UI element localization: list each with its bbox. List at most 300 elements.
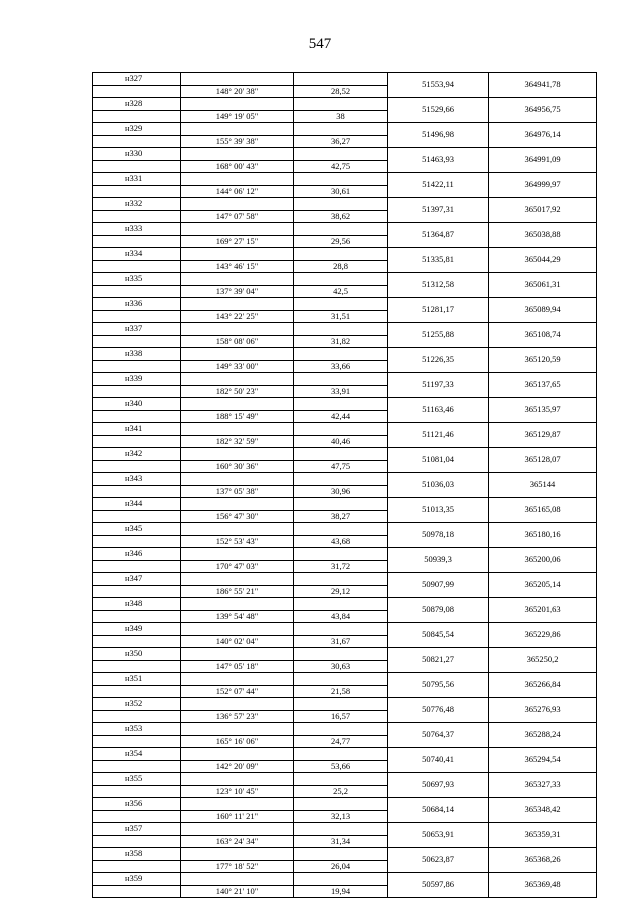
empty-cell <box>181 698 294 711</box>
segment-length: 28,8 <box>294 260 388 273</box>
empty-cell <box>181 823 294 836</box>
empty-cell <box>181 498 294 511</box>
empty-cell <box>294 423 388 436</box>
empty-cell <box>294 598 388 611</box>
point-id: н329 <box>93 123 181 136</box>
empty-cell <box>294 823 388 836</box>
coord-y: 365137,65 <box>489 373 597 398</box>
segment-length: 30,96 <box>294 485 388 498</box>
direction-angle: 149° 33' 00" <box>181 360 294 373</box>
empty-cell <box>181 523 294 536</box>
empty-cell <box>294 173 388 186</box>
segment-length: 30,61 <box>294 185 388 198</box>
point-row <box>93 148 597 161</box>
coord-x: 51397,31 <box>388 198 489 223</box>
empty-cell <box>93 310 181 323</box>
point-row <box>93 423 597 436</box>
point-id: н347 <box>93 573 181 586</box>
empty-cell <box>93 460 181 473</box>
empty-cell <box>181 223 294 236</box>
empty-cell <box>93 185 181 198</box>
segment-length: 30,63 <box>294 660 388 673</box>
empty-cell <box>294 573 388 586</box>
coord-y: 365128,07 <box>489 448 597 473</box>
empty-cell <box>93 285 181 298</box>
coord-x: 50764,37 <box>388 723 489 748</box>
empty-cell <box>181 748 294 761</box>
segment-length: 28,52 <box>294 85 388 98</box>
empty-cell <box>181 148 294 161</box>
coord-x: 51496,98 <box>388 123 489 148</box>
empty-cell <box>294 73 388 86</box>
direction-angle: 182° 50' 23" <box>181 385 294 398</box>
empty-cell <box>294 298 388 311</box>
segment-length: 38,27 <box>294 510 388 523</box>
empty-cell <box>181 648 294 661</box>
segment-length: 29,12 <box>294 585 388 598</box>
coord-x: 51013,35 <box>388 498 489 523</box>
point-id: н359 <box>93 873 181 886</box>
coord-x: 50740,41 <box>388 748 489 773</box>
empty-cell <box>294 148 388 161</box>
segment-length: 26,04 <box>294 860 388 873</box>
segment-length: 42,44 <box>294 410 388 423</box>
segment-length: 29,56 <box>294 235 388 248</box>
empty-cell <box>93 410 181 423</box>
empty-cell <box>93 135 181 148</box>
empty-cell <box>181 348 294 361</box>
empty-cell <box>294 98 388 111</box>
point-row <box>93 323 597 336</box>
point-row <box>93 673 597 686</box>
coord-x: 51553,94 <box>388 73 489 98</box>
coord-y: 365229,86 <box>489 623 597 648</box>
point-row <box>93 623 597 636</box>
coord-y: 365294,54 <box>489 748 597 773</box>
point-id: н357 <box>93 823 181 836</box>
direction-angle: 160° 30' 36" <box>181 460 294 473</box>
empty-cell <box>93 685 181 698</box>
direction-angle: 160° 11' 21" <box>181 810 294 823</box>
point-row <box>93 398 597 411</box>
empty-cell <box>294 773 388 786</box>
empty-cell <box>93 835 181 848</box>
direction-angle: 156° 47' 30" <box>181 510 294 523</box>
point-row <box>93 348 597 361</box>
direction-angle: 163° 24' 34" <box>181 835 294 848</box>
point-row <box>93 248 597 261</box>
empty-cell <box>93 585 181 598</box>
segment-length: 32,13 <box>294 810 388 823</box>
point-id: н338 <box>93 348 181 361</box>
coord-y: 365288,24 <box>489 723 597 748</box>
direction-angle: 143° 22' 25" <box>181 310 294 323</box>
empty-cell <box>181 473 294 486</box>
empty-cell <box>181 448 294 461</box>
empty-cell <box>181 598 294 611</box>
coord-x: 50879,08 <box>388 598 489 623</box>
empty-cell <box>93 335 181 348</box>
empty-cell <box>181 398 294 411</box>
empty-cell <box>93 660 181 673</box>
empty-cell <box>294 798 388 811</box>
point-row <box>93 873 597 886</box>
direction-angle: 186° 55' 21" <box>181 585 294 598</box>
empty-cell <box>181 273 294 286</box>
point-id: н354 <box>93 748 181 761</box>
point-id: н339 <box>93 373 181 386</box>
coord-y: 365348,42 <box>489 798 597 823</box>
point-row <box>93 473 597 486</box>
coord-x: 50684,14 <box>388 798 489 823</box>
direction-angle: 177° 18' 52" <box>181 860 294 873</box>
segment-length: 43,68 <box>294 535 388 548</box>
point-row <box>93 523 597 536</box>
segment-length: 24,77 <box>294 735 388 748</box>
segment-length: 31,34 <box>294 835 388 848</box>
segment-length: 42,75 <box>294 160 388 173</box>
coord-y: 364956,75 <box>489 98 597 123</box>
direction-angle: 168° 00' 43" <box>181 160 294 173</box>
empty-cell <box>294 848 388 861</box>
segment-length: 21,58 <box>294 685 388 698</box>
coord-y: 365017,92 <box>489 198 597 223</box>
point-id: н327 <box>93 73 181 86</box>
empty-cell <box>294 698 388 711</box>
coord-y: 365359,31 <box>489 823 597 848</box>
direction-angle: 140° 02' 04" <box>181 635 294 648</box>
point-id: н356 <box>93 798 181 811</box>
direction-angle: 158° 08' 06" <box>181 335 294 348</box>
point-row <box>93 498 597 511</box>
segment-length: 16,57 <box>294 710 388 723</box>
coord-y: 364976,14 <box>489 123 597 148</box>
segment-length: 42,5 <box>294 285 388 298</box>
coord-x: 51281,17 <box>388 298 489 323</box>
coord-x: 50653,91 <box>388 823 489 848</box>
coord-y: 365180,16 <box>489 523 597 548</box>
empty-cell <box>93 535 181 548</box>
empty-cell <box>294 348 388 361</box>
empty-cell <box>294 323 388 336</box>
point-id: н330 <box>93 148 181 161</box>
point-row <box>93 198 597 211</box>
empty-cell <box>294 373 388 386</box>
empty-cell <box>93 810 181 823</box>
point-id: н341 <box>93 423 181 436</box>
direction-angle: 152° 53' 43" <box>181 535 294 548</box>
empty-cell <box>294 448 388 461</box>
empty-cell <box>294 548 388 561</box>
empty-cell <box>93 710 181 723</box>
segment-length: 31,67 <box>294 635 388 648</box>
empty-cell <box>93 210 181 223</box>
direction-angle: 147° 05' 18" <box>181 660 294 673</box>
direction-angle: 149° 19' 05" <box>181 110 294 123</box>
point-row <box>93 573 597 586</box>
coord-x: 51463,93 <box>388 148 489 173</box>
point-row <box>93 723 597 736</box>
point-id: н343 <box>93 473 181 486</box>
empty-cell <box>181 798 294 811</box>
point-row <box>93 73 597 86</box>
coord-y: 365200,06 <box>489 548 597 573</box>
direction-angle: 148° 20' 38" <box>181 85 294 98</box>
point-id: н336 <box>93 298 181 311</box>
direction-angle: 147° 07' 58" <box>181 210 294 223</box>
point-id: н344 <box>93 498 181 511</box>
point-id: н333 <box>93 223 181 236</box>
empty-cell <box>294 648 388 661</box>
point-id: н355 <box>93 773 181 786</box>
segment-length: 38 <box>294 110 388 123</box>
direction-angle: 143° 46' 15" <box>181 260 294 273</box>
segment-length: 31,51 <box>294 310 388 323</box>
empty-cell <box>93 635 181 648</box>
direction-angle: 165° 16' 06" <box>181 735 294 748</box>
empty-cell <box>294 673 388 686</box>
direction-angle: 182° 32' 59" <box>181 435 294 448</box>
empty-cell <box>181 623 294 636</box>
segment-length: 53,66 <box>294 760 388 773</box>
empty-cell <box>181 173 294 186</box>
point-id: н345 <box>93 523 181 536</box>
empty-cell <box>294 498 388 511</box>
coord-x: 50845,54 <box>388 623 489 648</box>
coordinates-table-body <box>93 73 597 898</box>
point-row <box>93 298 597 311</box>
coord-x: 50939,3 <box>388 548 489 573</box>
point-row <box>93 698 597 711</box>
direction-angle: 139° 54' 48" <box>181 610 294 623</box>
empty-cell <box>181 323 294 336</box>
point-row <box>93 748 597 761</box>
point-row <box>93 798 597 811</box>
empty-cell <box>93 610 181 623</box>
coord-x: 50776,48 <box>388 698 489 723</box>
page-number: 547 <box>308 36 332 52</box>
empty-cell <box>93 385 181 398</box>
segment-length: 40,46 <box>294 435 388 448</box>
point-id: н349 <box>93 623 181 636</box>
empty-cell <box>93 235 181 248</box>
empty-cell <box>294 523 388 536</box>
segment-length: 43,84 <box>294 610 388 623</box>
empty-cell <box>93 760 181 773</box>
point-row <box>93 448 597 461</box>
point-id: н358 <box>93 848 181 861</box>
coord-x: 51163,46 <box>388 398 489 423</box>
empty-cell <box>294 123 388 136</box>
segment-length: 31,72 <box>294 560 388 573</box>
point-row <box>93 373 597 386</box>
point-id: н348 <box>93 598 181 611</box>
coord-x: 51226,35 <box>388 348 489 373</box>
coord-y: 365250,2 <box>489 648 597 673</box>
direction-angle: 137° 39' 04" <box>181 285 294 298</box>
point-id: н353 <box>93 723 181 736</box>
coordinates-table <box>92 72 597 898</box>
empty-cell <box>294 723 388 736</box>
segment-length: 25,2 <box>294 785 388 798</box>
coord-x: 51422,11 <box>388 173 489 198</box>
empty-cell <box>294 198 388 211</box>
empty-cell <box>181 848 294 861</box>
coord-y: 365044,29 <box>489 248 597 273</box>
coord-y: 364999,97 <box>489 173 597 198</box>
empty-cell <box>93 360 181 373</box>
point-row <box>93 123 597 136</box>
empty-cell <box>181 723 294 736</box>
direction-angle: 155° 39' 38" <box>181 135 294 148</box>
empty-cell <box>181 373 294 386</box>
point-id: н331 <box>93 173 181 186</box>
direction-angle: 152° 07' 44" <box>181 685 294 698</box>
coord-x: 50978,18 <box>388 523 489 548</box>
point-id: н350 <box>93 648 181 661</box>
coord-x: 51529,66 <box>388 98 489 123</box>
coord-y: 365129,87 <box>489 423 597 448</box>
coord-y: 365165,08 <box>489 498 597 523</box>
point-id: н351 <box>93 673 181 686</box>
empty-cell <box>181 873 294 886</box>
point-row <box>93 548 597 561</box>
empty-cell <box>93 435 181 448</box>
coord-y: 365108,74 <box>489 323 597 348</box>
direction-angle: 142° 20' 09" <box>181 760 294 773</box>
coord-x: 51312,58 <box>388 273 489 298</box>
point-id: н352 <box>93 698 181 711</box>
empty-cell <box>93 160 181 173</box>
segment-length: 19,94 <box>294 885 388 898</box>
empty-cell <box>181 73 294 86</box>
direction-angle: 188° 15' 49" <box>181 410 294 423</box>
empty-cell <box>93 510 181 523</box>
segment-length: 33,91 <box>294 385 388 398</box>
empty-cell <box>294 273 388 286</box>
coord-y: 365135,97 <box>489 398 597 423</box>
coord-x: 50795,56 <box>388 673 489 698</box>
point-row <box>93 648 597 661</box>
point-id: н332 <box>93 198 181 211</box>
direction-angle: 144° 06' 12" <box>181 185 294 198</box>
empty-cell <box>93 485 181 498</box>
segment-length: 38,62 <box>294 210 388 223</box>
coord-y: 365061,31 <box>489 273 597 298</box>
coord-y: 365327,33 <box>489 773 597 798</box>
coord-x: 50623,87 <box>388 848 489 873</box>
empty-cell <box>93 110 181 123</box>
coord-y: 365120,59 <box>489 348 597 373</box>
empty-cell <box>181 298 294 311</box>
coord-x: 51197,33 <box>388 373 489 398</box>
coord-y: 365038,88 <box>489 223 597 248</box>
empty-cell <box>294 248 388 261</box>
point-id: н337 <box>93 323 181 336</box>
point-row <box>93 848 597 861</box>
coord-x: 50821,27 <box>388 648 489 673</box>
empty-cell <box>93 260 181 273</box>
empty-cell <box>181 548 294 561</box>
empty-cell <box>93 85 181 98</box>
point-row <box>93 773 597 786</box>
empty-cell <box>181 248 294 261</box>
empty-cell <box>181 423 294 436</box>
empty-cell <box>93 885 181 898</box>
segment-length: 36,27 <box>294 135 388 148</box>
direction-angle: 136° 57' 23" <box>181 710 294 723</box>
point-id: н346 <box>93 548 181 561</box>
coord-x: 51255,88 <box>388 323 489 348</box>
empty-cell <box>294 623 388 636</box>
coord-x: 50597,86 <box>388 873 489 898</box>
empty-cell <box>93 560 181 573</box>
empty-cell <box>181 123 294 136</box>
coord-y: 364941,78 <box>489 73 597 98</box>
direction-angle: 140° 21' 10" <box>181 885 294 898</box>
empty-cell <box>181 198 294 211</box>
point-row <box>93 98 597 111</box>
direction-angle: 169° 27' 15" <box>181 235 294 248</box>
coord-y: 365089,94 <box>489 298 597 323</box>
empty-cell <box>294 473 388 486</box>
segment-length: 31,82 <box>294 335 388 348</box>
coord-y: 365368,26 <box>489 848 597 873</box>
coord-x: 51121,46 <box>388 423 489 448</box>
empty-cell <box>181 773 294 786</box>
empty-cell <box>93 735 181 748</box>
empty-cell <box>181 673 294 686</box>
coord-y: 365205,14 <box>489 573 597 598</box>
direction-angle: 137° 05' 38" <box>181 485 294 498</box>
segment-length: 33,66 <box>294 360 388 373</box>
coord-x: 51335,81 <box>388 248 489 273</box>
coord-x: 50697,93 <box>388 773 489 798</box>
direction-angle: 170° 47' 03" <box>181 560 294 573</box>
direction-angle: 123° 10' 45" <box>181 785 294 798</box>
coord-y: 365144 <box>489 473 597 498</box>
coord-x: 51036,03 <box>388 473 489 498</box>
coord-y: 365369,48 <box>489 873 597 898</box>
empty-cell <box>181 98 294 111</box>
coord-y: 365276,93 <box>489 698 597 723</box>
empty-cell <box>93 785 181 798</box>
point-id: н340 <box>93 398 181 411</box>
empty-cell <box>93 860 181 873</box>
empty-cell <box>294 748 388 761</box>
point-id: н342 <box>93 448 181 461</box>
coord-y: 365201,63 <box>489 598 597 623</box>
empty-cell <box>294 223 388 236</box>
point-row <box>93 223 597 236</box>
point-id: н335 <box>93 273 181 286</box>
point-row <box>93 173 597 186</box>
empty-cell <box>294 398 388 411</box>
empty-cell <box>294 873 388 886</box>
point-id: н328 <box>93 98 181 111</box>
coord-y: 364991,09 <box>489 148 597 173</box>
empty-cell <box>181 573 294 586</box>
coord-x: 50907,99 <box>388 573 489 598</box>
segment-length: 47,75 <box>294 460 388 473</box>
point-id: н334 <box>93 248 181 261</box>
point-row <box>93 273 597 286</box>
coord-x: 51081,04 <box>388 448 489 473</box>
point-row <box>93 598 597 611</box>
coord-y: 365266,84 <box>489 673 597 698</box>
point-row <box>93 823 597 836</box>
coord-x: 51364,87 <box>388 223 489 248</box>
